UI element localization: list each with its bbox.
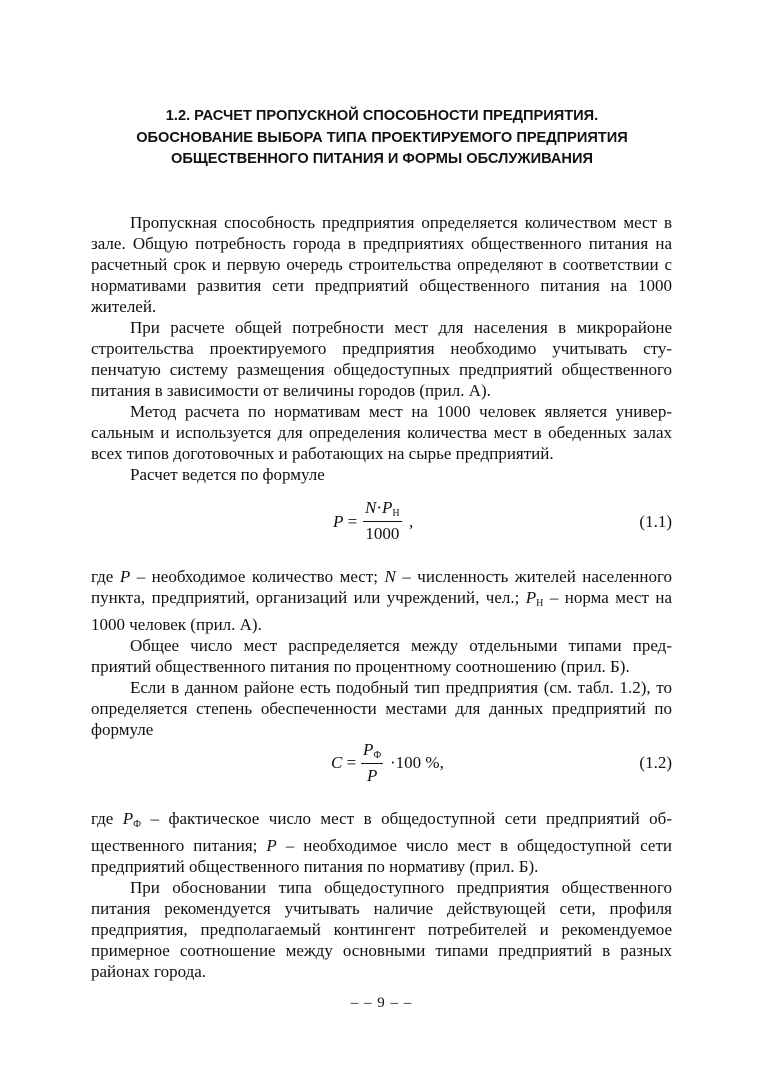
formula-1-1-number: (1.1) (639, 512, 672, 531)
heading-line-2: ОБОСНОВАНИЕ ВЫБОРА ТИПА ПРОЕКТИРУЕМОГО ПРЕДПРИЯТИЯ (136, 129, 628, 146)
paragraph-method: Метод расчета по нормативам мест на 1000 человек является универсальным и используется для определения количества мест в обеденных залах всех типов доготовочных и работающих на сырье предприятий. (91, 402, 672, 463)
heading-line-1: 1.2. РАСЧЕТ ПРОПУСКНОЙ СПОСОБНОСТИ ПРЕДПРИЯТИЯ. (165, 108, 599, 124)
section-heading (92, 106, 672, 171)
formula-1-2-fraction (361, 740, 383, 786)
page-number: – – 9 – – (350, 995, 413, 1011)
paragraph-capacity: Пропускная способность предприятия определяется количеством мест в зале. Общую потребность города в предприятиях общественного питания на расчетный срок и первую очередь строительства определяют в соответствии с нормативами развития сети предприятий общественного питания на 1000 жителей. (91, 213, 672, 316)
formula-1-2-denominator: P (366, 766, 378, 785)
formula-1-2-numerator: $P_Ф$ (361, 740, 383, 764)
paragraph-distribution: Общее число мест распределяется между отдельными типами предприятий общественного питания по процентному соотношению (прил. Б). (91, 636, 672, 676)
paragraph-demand: При расчете общей потребности мест для населения в микрорайоне строительства проектируемого предприятия необходимо учитывать ступенчатую систему размещения общедоступных предприятий общественного питания в зависимости от величины городов (прил. А). (91, 318, 672, 400)
formula-1-2 (91, 740, 672, 788)
formula-1-1-fraction (363, 498, 402, 544)
formula-1-1-numerator: $N\cdot P_Н$ (363, 498, 402, 522)
text-block-2 (91, 566, 672, 740)
paragraph-justification: При обосновании типа общедоступного предприятия общественного питания рекомендуется учитывать наличие действующей сети, профиля предприятия, предполагаемый контингент потребителей и рекомендуемое примерное соотношение между основными типами предприятий в разных районах города. (91, 878, 672, 981)
formula-1-2-equals: = (346, 753, 357, 772)
formula-1-1-equals: = (347, 512, 358, 531)
paragraph-provision: Если в данном районе есть подобный тип предприятия (см. табл. 1.2), то определяется степень обеспеченности местами для данных предприятий по формуле (91, 678, 672, 739)
formula-1-2-number: (1.2) (639, 753, 672, 772)
formula-1-2-factor: ·100 %, (390, 753, 444, 772)
formula-1-1 (91, 498, 672, 546)
paragraph-formula-intro: Расчет ведется по формуле (130, 465, 325, 484)
text-block-1 (91, 212, 672, 485)
heading-line-3: ОБЩЕСТВЕННОГО ПИТАНИЯ И ФОРМЫ ОБСЛУЖИВАНИЯ (171, 151, 593, 167)
paragraph-legend-2: где $P_Ф$ – фактическое число мест в общедоступной сети предприятий общественного питания; P – необходимое число мест в общедоступной сети предприятий общественного питания по нормативу (прил. Б). (91, 809, 672, 876)
text-block-3 (91, 808, 672, 982)
paragraph-legend-1: где P – необходимое количество мест; N – численность жителей населенного пункта, предприятий, организаций или учреждений, чел.; $P_Н$ – норма мест на 1000 человек (прил. А). (91, 567, 672, 634)
formula-1-1-lhs-P: P (333, 512, 344, 531)
formula-1-1-comma: , (409, 512, 414, 531)
formula-1-2-lhs-C: C (331, 753, 343, 772)
formula-1-1-denominator: 1000 (365, 524, 400, 543)
